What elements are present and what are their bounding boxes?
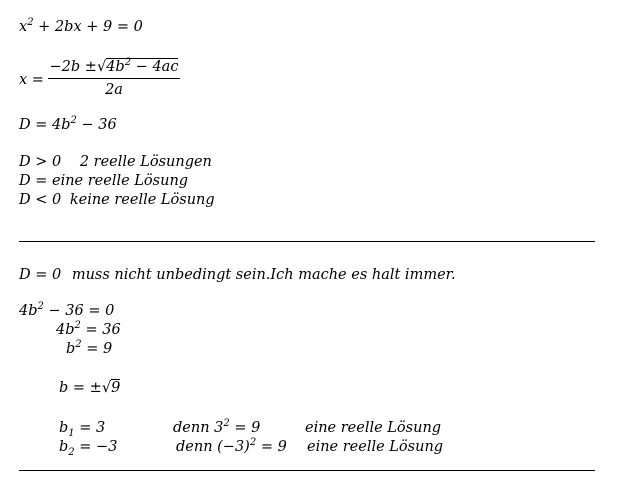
solution-2-result: eine reelle Lösung <box>307 439 444 455</box>
solution-sub: 1 <box>68 428 75 439</box>
case-condition: D = eine reelle Lösung <box>19 173 189 189</box>
case-condition: D < 0 <box>19 192 62 208</box>
solve-step-1 <box>19 302 114 320</box>
solve-step-2 <box>56 321 121 339</box>
solve-step-3 <box>66 340 112 358</box>
discriminant-rest: − 36 <box>76 117 117 133</box>
numerator-radical <box>97 58 179 77</box>
formula-denominator: 2a <box>105 82 123 98</box>
case-positive <box>19 153 212 171</box>
solution-value: = 3 <box>74 420 106 436</box>
discriminant-exp: 2 <box>70 115 77 126</box>
step-exp: 2 <box>37 301 44 312</box>
step-term: b <box>66 341 76 357</box>
divider-top <box>19 241 595 242</box>
root-radical-body: 9 <box>111 380 121 396</box>
discriminant-lhs: D = 4b <box>19 117 71 133</box>
sqrt-symbol: √ <box>101 380 112 396</box>
reason-suffix: = 9 <box>256 439 287 455</box>
step-rest: = 9 <box>81 341 113 357</box>
step-term: 4b <box>56 322 75 338</box>
solution-1-reason <box>173 419 260 437</box>
root-radical <box>102 379 120 397</box>
equation-exp: 2 <box>27 17 34 28</box>
solution-1-result: eine reelle Lösung <box>305 420 442 436</box>
formula-lhs: x = <box>19 72 44 88</box>
reason-exp: 2 <box>249 437 257 448</box>
step-rest: − 36 = 0 <box>43 303 115 319</box>
solution-1 <box>59 419 105 437</box>
step-rest: = 36 <box>80 322 121 338</box>
radical-body <box>106 58 178 75</box>
root-line <box>59 379 120 397</box>
solution-var: b <box>59 439 69 455</box>
root-lhs: b = ± <box>59 380 102 396</box>
numerator-prefix: −2b ± <box>49 59 97 75</box>
solution-sub: 2 <box>68 447 75 458</box>
quadratic-equation <box>19 18 143 36</box>
step-exp: 2 <box>74 320 81 331</box>
step-term: 4b <box>19 303 38 319</box>
discriminant-formula <box>19 116 117 134</box>
case-text: 2 reelle Lösungen <box>79 154 212 170</box>
case-condition: D > 0 <box>19 154 62 170</box>
case-zero <box>19 172 188 190</box>
reason-prefix: denn (−3) <box>176 439 250 455</box>
note-text: muss nicht unbedingt sein.Ich mache es halt immer. <box>71 267 456 283</box>
note-condition: D = 0 <box>19 267 62 283</box>
case-text: keine reelle Lösung <box>69 192 215 208</box>
radical-term-a: 4b <box>106 59 125 75</box>
step-exp: 2 <box>75 339 82 350</box>
case-negative <box>19 191 215 209</box>
solution-2 <box>59 438 117 456</box>
formula-numerator <box>48 58 180 77</box>
equation-rest: + 2bx + 9 = 0 <box>38 19 143 35</box>
note-line <box>19 266 456 284</box>
radical-exp: 2 <box>124 57 132 68</box>
reason-suffix: = 9 <box>229 420 261 436</box>
divider-bottom <box>19 470 595 471</box>
equation-var: x <box>19 19 28 35</box>
fraction-bar <box>48 78 180 79</box>
sqrt-symbol: √ <box>96 59 107 75</box>
reason-prefix: denn 3 <box>173 420 224 436</box>
solution-var: b <box>59 420 69 436</box>
radical-term-b: − 4ac <box>131 59 179 75</box>
reason-exp: 2 <box>223 418 230 429</box>
solution-value: = −3 <box>74 439 118 455</box>
solution-2-reason <box>176 438 287 456</box>
quadratic-formula-fraction <box>48 58 180 99</box>
